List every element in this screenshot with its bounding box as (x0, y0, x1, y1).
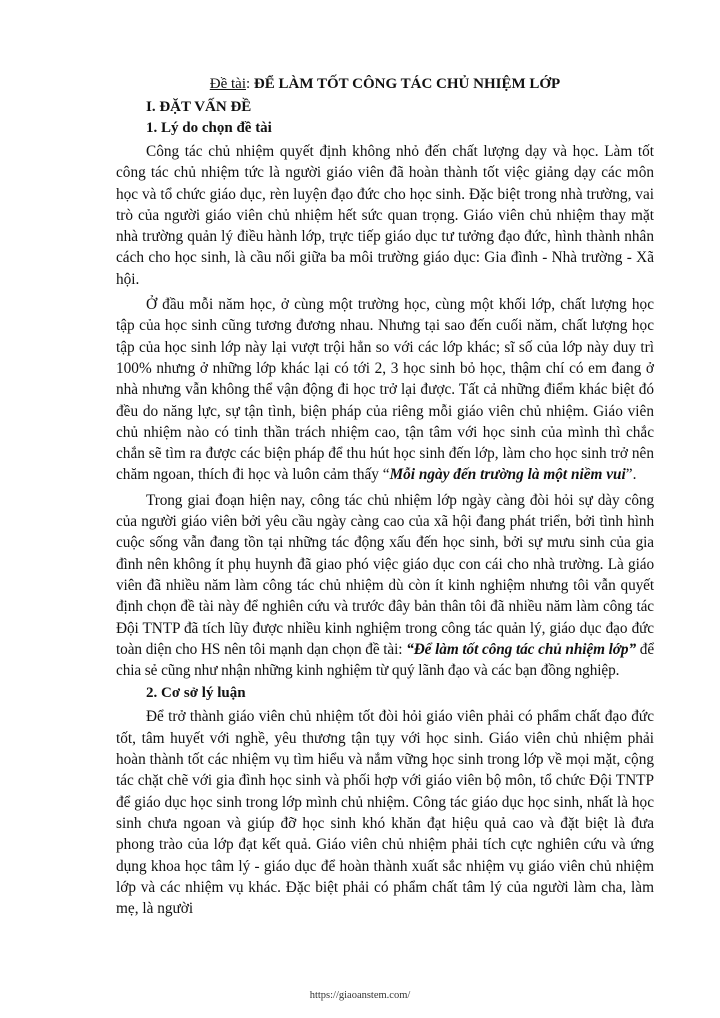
footer-url[interactable]: https://giaoanstem.com/ (309, 990, 411, 1001)
paragraph-2-end: ”. (625, 466, 637, 484)
title-separator: : (246, 76, 254, 92)
subsection-heading-theory: 2. Cơ sở lý luận (146, 685, 246, 702)
paragraph-2-text: Ở đầu mỗi năm học, ở cùng một trường học, cùng một khối lớp, chất lượng học tập của học sinh cũng tương đương nhau. Nhưng tại sao đến cuối năm, chất lượng học tập của học sinh lớp này lại vượt trội hẳn so với các lớp khác; sĩ số của lớp này duy trì 100% nhưng ở những lớp khác lại có tới 2, 3 học sinh bỏ học, thậm chí có em đang ở nhà nhưng vẫn không thể vận động đi học trở lại được. Tất cả những điểm khác biệt đó đều do năng lực, sự tận tình, biện pháp của riêng mỗi giáo viên chủ nhiệm. Giáo viên chủ nhiệm nào có tinh thần trách nhiệm cao, tận tâm với học sinh của mình thì chắc chắn sẽ tìm ra được các biện pháp để thu hút học sinh đến lớp, làm cho học sinh trở nên chăm ngoan, thích đi học và luôn cảm thấy “ (116, 296, 654, 484)
subsection-heading-reason: 1. Lý do chọn đề tài (146, 120, 272, 136)
paragraph-3-emphasis: “Để làm tốt công tác chủ nhiệm lớp” (406, 640, 636, 658)
paragraph-2-emphasis: Mỗi ngày đến trường là một niềm vui (389, 466, 626, 484)
paragraph-3 (116, 490, 654, 682)
paragraph-3-text: Trong giai đoạn hiện nay, công tác chủ nhiệm lớp ngày càng đòi hỏi sự dày công của người giáo viên bởi yêu cầu ngày càng cao của xã hội đang phát triển, bởi tình hình cuộc sống vẫn đang tồn tại những tác động xấu đến học sinh, bởi sự mưu sinh của gia đình nên không ít phụ huynh đã giao phó việc giáo dục con cái cho nhà trường. Là giáo viên đã nhiều năm làm công tác chủ nhiệm dù còn ít kinh nghiệm nhưng tôi vẫn quyết định chọn đề tài này để nghiên cứu và trước đây bản thân tôi đã nhiều năm làm công tác Đội TNTP đã tích lũy được nhiều kinh nghiệm trong công tác quản lý, giáo dục đạo đức toàn diện cho HS nên tôi mạnh dạn chọn đề tài: (116, 491, 654, 658)
document-body (116, 76, 654, 923)
paragraph-2 (116, 294, 654, 486)
section-heading-1: I. ĐẶT VẤN ĐỀ (146, 99, 252, 115)
paragraph-3-end: để chia sẻ cũng như nhận những kinh nghiệm từ quý lãnh đạo và các bạn đồng nghiệp. (116, 640, 655, 680)
paragraph-1: Công tác chủ nhiệm quyết định không nhỏ đến chất lượng dạy và học. Làm tốt công tác chủ nhiệm tức là người giáo viên đã hoàn thành tốt việc giảng dạy các môn học và tổ chức giáo dục, rèn luyện đạo đức cho học sinh. Đặc biệt trong nhà trường, vai trò của người giáo viên chủ nhiệm hết sức quan trọng. Giáo viên chủ nhiệm thay mặt nhà trường quản lý điều hành lớp, trực tiếp giáo dục tư tưởng đạo đức, hình thành nhân cách cho học sinh, là cầu nối giữa ba môi trường giáo dục: Gia đình - Nhà trường - Xã hội. (116, 143, 654, 288)
document-title (116, 76, 654, 93)
paragraph-4: Để trở thành giáo viên chủ nhiệm tốt đòi hỏi giáo viên phải có phẩm chất đạo đức tốt, tâm huyết với nghề, yêu thương tận tụy với học sinh. Giáo viên chủ nhiệm phải hoàn thành tốt các nhiệm vụ tìm hiểu và nắm vững học sinh trong lớp về mọi mặt, cộng tác chặt chẽ với gia đình học sinh và phối hợp với giáo viên bộ môn, tổ chức Đội TNTP để giáo dục học sinh trong lớp mình chủ nhiệm. Công tác giáo dục học sinh, nhất là học sinh chưa ngoan và giúp đỡ học sinh khó khăn đạt hiệu quả cao và đặt biệt là đưa phong trào của lớp đạt kết quả. Giáo viên chủ nhiệm phải tích cực nghiên cứu và ứng dụng khoa học tâm lý - giáo dục để hoàn thành xuất sắc nhiệm vụ giáo viên chủ nhiệm lớp và các nhiệm vụ khác. Đặc biệt phải có phẩm chất tâm lý của người làm cha, làm mẹ, là người (116, 708, 654, 918)
title-main: ĐỂ LÀM TỐT CÔNG TÁC CHỦ NHIỆM LỚP (253, 76, 561, 92)
title-lead: Đề tài (209, 76, 246, 92)
